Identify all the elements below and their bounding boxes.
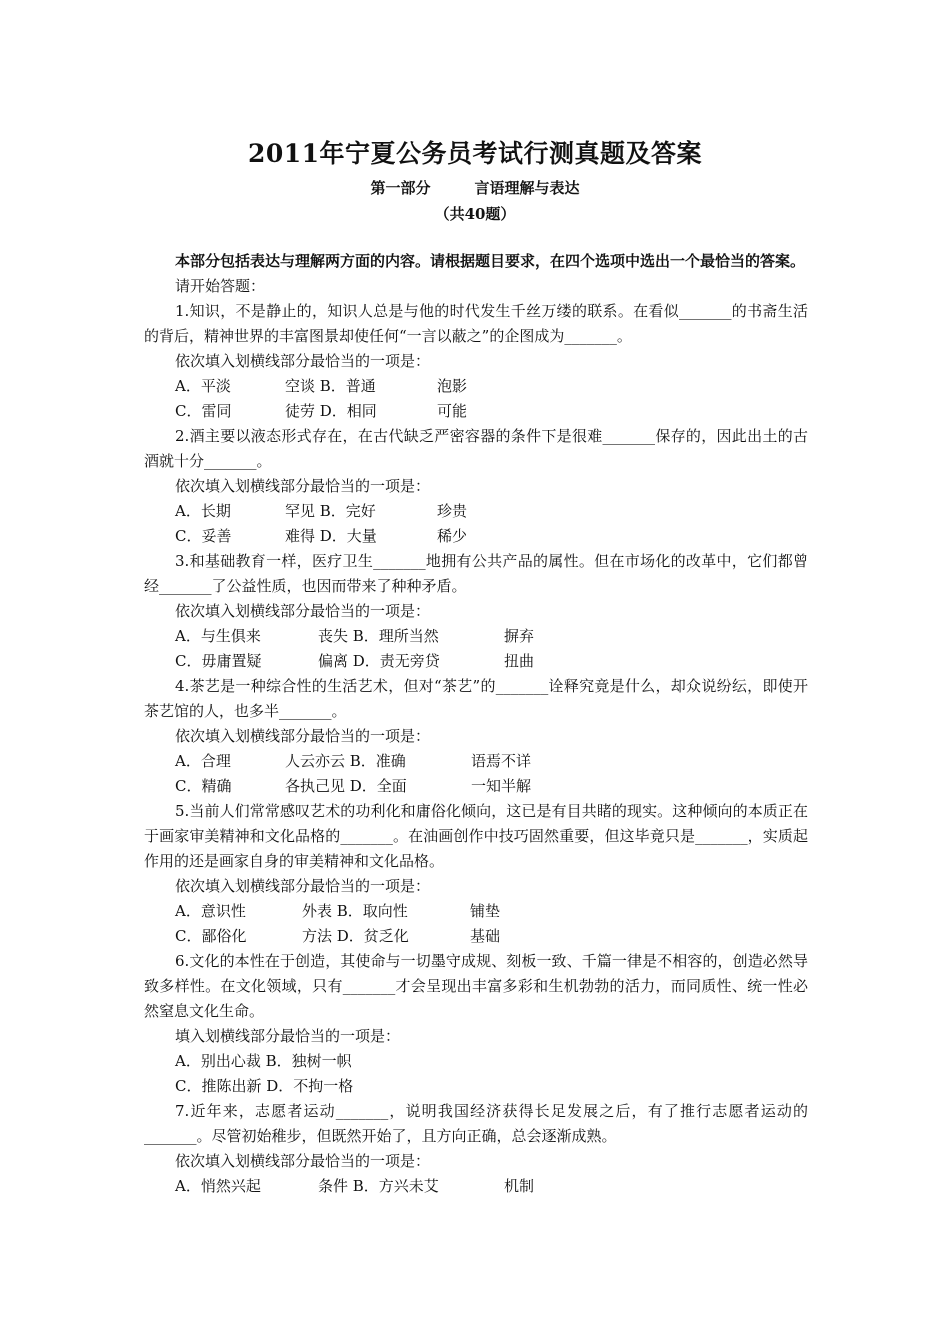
section-part: 第一部分: [370, 179, 431, 197]
section-heading: [0, 177, 950, 198]
question-stem: 5.当前人们常常感叹艺术的功利化和庸俗化倾向，这已是有目共睹的现实。这种倾向的本质正在于画家审美精神和文化品格的_______。在油画创作中技巧固然重要，但这毕竟只是_______，实质起作用的还是画家自身的审美精神和文化品格。: [144, 802, 808, 870]
option-row: A．与生俱来 丧失 B．理所当然 摒弃: [175, 627, 535, 645]
question-stem: 7.近年来，志愿者运动_______，说明我国经济获得长足发展之后，有了推行志愿者运动的_______。尽管初始稚步，但既然开始了，且方向正确，总会逐渐成熟。: [144, 1102, 808, 1145]
question-stem: 6.文化的本性在于创造，其使命与一切墨守成规、刻板一致、千篇一律是不相容的，创造必然导致多样性。在文化领域，只有_______才会呈现出丰富多彩和生机勃勃的活力，而同质性、统一性必然窒息文化生命。: [144, 952, 808, 1020]
option-row: C．毋庸置疑 偏离 D．责无旁贷 扭曲: [175, 652, 535, 670]
document-body: [144, 249, 808, 1199]
option-row: A．别出心裁 B．独树一帜: [175, 1052, 352, 1070]
question-prompt: 依次填入划横线部分最恰当的一项是：: [175, 352, 431, 370]
option-row: A．意识性 外表 B．取向性 铺垫: [175, 902, 501, 920]
question-stem: 2.酒主要以液态形式存在，在古代缺乏严密容器的条件下是很难_______保存的，因此出土的古酒就十分_______。: [144, 427, 808, 470]
option-row: A．悄然兴起 条件 B．方兴未艾 机制: [175, 1177, 535, 1195]
option-row: A．平淡 空谈 B．普通 泡影: [175, 377, 468, 395]
section-name: 言语理解与表达: [474, 179, 580, 197]
option-row: C．精确 各执己见 D．全面 一知半解: [175, 777, 532, 795]
start-prompt: 请开始答题：: [175, 277, 266, 295]
question-stem: 1.知识，不是静止的，知识人总是与他的时代发生千丝万缕的联系。在看似_______的书斋生活的背后，精神世界的丰富图景却使任何“一言以蔽之”的企图成为_______。: [144, 302, 808, 345]
question-prompt: 依次填入划横线部分最恰当的一项是：: [175, 477, 431, 495]
question-prompt: 依次填入划横线部分最恰当的一项是：: [175, 727, 431, 745]
instructions: 本部分包括表达与理解两方面的内容。请根据题目要求，在四个选项中选出一个最恰当的答案。: [175, 252, 806, 270]
question-prompt: 依次填入划横线部分最恰当的一项是：: [175, 602, 431, 620]
question-prompt: 依次填入划横线部分最恰当的一项是：: [175, 1152, 431, 1170]
option-row: C．妥善 难得 D．大量 稀少: [175, 527, 468, 545]
question-prompt: 依次填入划横线部分最恰当的一项是：: [175, 877, 431, 895]
question-stem: 4.茶艺是一种综合性的生活艺术，但对“茶艺”的_______诠释究竟是什么，却众说纷纭，即使开茶艺馆的人，也多半_______。: [144, 677, 808, 720]
option-row: C．鄙俗化 方法 D．贫乏化 基础: [175, 927, 501, 945]
option-row: A．合理 人云亦云 B．准确 语焉不详: [175, 752, 532, 770]
option-row: C．推陈出新 D．不拘一格: [175, 1077, 354, 1095]
question-stem: 3.和基础教育一样，医疗卫生_______地拥有公共产品的属性。但在市场化的改革中，它们都曾经_______了公益性质，也因而带来了种种矛盾。: [144, 552, 808, 595]
question-prompt: 填入划横线部分最恰当的一项是：: [175, 1027, 401, 1045]
question-count: （共40题）: [434, 205, 516, 223]
option-row: C．雷同 徒劳 D．相同 可能: [175, 402, 468, 420]
page-title: 2011年宁夏公务员考试行测真题及答案: [247, 139, 703, 168]
option-row: A．长期 罕见 B．完好 珍贵: [175, 502, 468, 520]
